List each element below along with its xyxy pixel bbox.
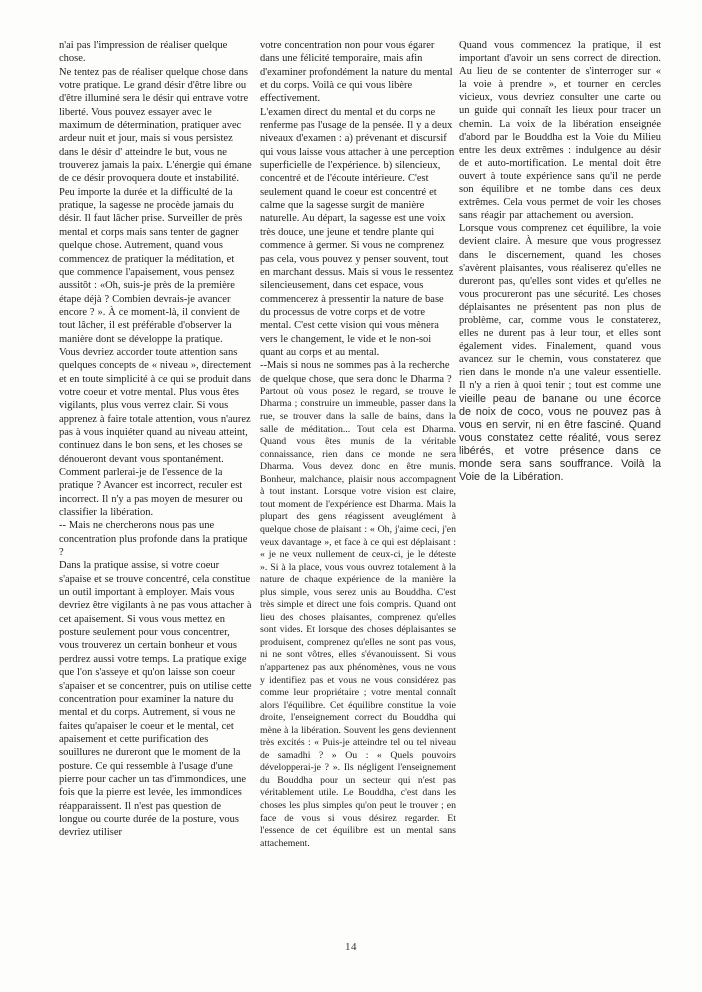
text-run-sans: vieille peau de banane ou une écorce de noix de coco, vous ne pouvez pas à vous en servir, ni en être fasciné. Quand vous constatez cette réalité, vous serez libérés, et votre présence dans ce monde sera sans souffrance. Voilà la Voie de la Libération. — [459, 392, 661, 484]
paragraph: --Mais si nous ne sommes pas à la recherche de quelque chose, que sera donc le Dharma ? — [260, 360, 452, 385]
page-number: 14 — [345, 941, 357, 953]
paragraph: votre concentration non pour vous égarer dans une félicité temporaire, mais afin d'examiner profondément la nature du mental et du corps. Voilà ce qui vous libère effectivement. — [260, 40, 453, 105]
paragraph: Dans la pratique assise, si votre coeur s'apaise et se trouve concentré, cela constitue un outil important à employer. Mais vous devriez être vigilants à ne pas vous attacher à cet apaisement. Si vous vous mettez en posture seulement pour vous concentrer, vous trouverez un certain bonheur et vous perdrez aussi votre temps. La pratique exige que l'on s'asseye et qu'on laisse son coeur s'apaiser et se concentrer, puis on utilise cette concentration pour examiner la nature du mental et du corps. Autrement, si vous ne faites qu'apaiser le coeur et le mental, cet apaisement et cette purification des souillures ne dureront que le moment de la posture. Ce qui ressemble à l'usage d'une pierre pour cacher un tas d'immondices, une fois que la pierre est levée, les immondices réapparaissent. Il n'est pas question de longue ou courte durée de la posture, vous devriez utiliser — [59, 560, 252, 839]
paragraph: Quand vous commencez la pratique, il est important d'avoir un sens correct de direction. Au lieu de se contenter de s'interroger sur « la voie à prendre », et tourner en cercles vicieux, vous devriez consulter une carte ou un guide qui connaît les lieux pour tracer un chemin. La voix de la libération enseignée d'abord par le Bouddha est la Voie du Milieu entre les deux extrêmes : indulgence au désir de et auto-mortification. Le mental doit être ouvert à toute expérience sans qu'il ne perde son équilibre et ne tombe dans ces deux extrêmes. Cela vous permet de voir les choses sans réagir par attachement ou aversion. — [459, 40, 662, 222]
text-run-serif: Lorsque vous comprenez cet équilibre, la voie devient claire. À mesure que vous progressez dans le discernement, quand les choses s'avèrent plaisantes, vous réaliserez qu'elles ne dureront pas, qu'elles sont vides et qu'elles ne vous procureront pas une sécurité. Les choses déplaisantes ne présentent pas non plus de problème, car, comme vous le constaterez, elles ne durent pas à leur tour, et elles sont également vides. Finalement, quand vous avancez sur le chemin, vous constaterez que rien dans le monde n'a une valeur essentielle. Il n'y a rien à quoi tenir ; tout est comme une — [459, 223, 661, 392]
paragraph: -- Mais ne chercherons nous pas une concentration plus profonde dans la pratique ? — [59, 520, 248, 559]
paragraph: Vous devriez accorder toute attention sans quelques concepts de « niveau », directement et en toute simplicité à ce qui se produit dans votre coeur et votre mental. Plus vous êtes vigilants, plus vous verrez clair. Si vous apprenez à faire totale attention, vous n'aurez pas à vous inquiéter quand au niveau atteint, continuez dans le bon sens, et les choses se dénoueront devant vous spontanément. Comment parlerai-je de l'essence de la pratique ? Avancer est incorrect, reculer est incorrect. Il n'y a pas moyen de mesurer ou classifier la libération. — [59, 346, 252, 519]
paragraph: n'ai pas l'impression de réaliser quelque chose. — [59, 40, 228, 65]
paragraph — [459, 222, 661, 484]
text-column-middle — [260, 39, 456, 850]
paragraph: L'examen direct du mental et du corps ne renferme pas l'usage de la pensée. Il y a deux niveaux d'examen : a) prévenant et discursif qui vous laisse vous attacher à une perception superficielle de l'expérience. b) silencieux, concentré et de l'écoute intérieure. C'est seulement quand le coeur est concentré et calme que la sagesse surgit de manière naturelle. Au départ, la sagesse est une voix très douce, une jeune et tendre plante qui commence à germer. Si vous ne comprenez pas cela, vous pouvez y penser souvent, tout en marchant dessus. Mais si vous le ressentez silencieusement, dans cet espace, vous commencerez à pressentir la nature de base du processus de votre corps et de votre mental. C'est cette vision qui vous mènera vers le changement, le vide et le non-soi quant au corps et au mental. — [260, 106, 455, 358]
paragraph: Partout où vous posez le regard, se trouve le Dharma ; construire un immeuble, passer dans la rue, se trouver dans la salle de bains, dans la salle de méditation... Tout cela est Dharma. Quand vous êtes munis de la véritable connaissance, rien dans ce monde ne sera Dharma. Vous devez donc en être munis. Bonheur, malchance, plaisir nous accompagnent à tout instant. Lorsque votre vision est claire, tout moment de l'expérience est Dharma. Mais la plupart des gens réagissent aveuglément à quelque chose de plaisant : « Oh, j'aime ceci, j'en veux davantage », et face à ce qui est déplaisant : « je ne veux nullement de ceux-ci, je le déteste ». Si à la place, vous vous ouvrez totalement à la nature de chaque expérience de la manière la plus simple, vous serez unis au Bouddha. C'est très simple et direct une fois compris. Quand ont lieu des choses plaisantes, comprenez qu'elles sont vides. Et lorsque des choses déplaisantes se produisent, comprenez qu'elles ne sont pas vous, ni ne sont vôtres, elles s'évanouissent. Si vous n'appartenez pas aux phénomènes, vous ne vous y identifiez pas et vous ne vous considérez pas comme leur propriétaire ; votre mental connaît alors l'équilibre. Cet équilibre constitue la voie droite, l'enseignement correct du Bouddha qui mène à la libération. Souvent les gens deviennent très excités : « Puis-je atteindre tel ou tel niveau de samadhi ? » Ou : « Quels pouvoirs développerai-je ? ». Ils négligent l'enseignement du Bouddha pour un secteur qui n'est pas véritablement utile. Le Bouddha, c'est dans les choses les plus simples qu'on peut le trouver ; en face de vous si vous désirez regarder. Et l'essence de cet équilibre est un mental sans attachement. — [260, 385, 456, 849]
text-column-right — [459, 39, 661, 484]
text-column-left — [59, 39, 252, 840]
paragraph: Ne tentez pas de réaliser quelque chose dans votre pratique. Le grand désir d'être libre ou d'être illuminé sera le désir qui entrave votre liberté. Vous pouvez essayer avec le maximum de détermination, pratiquer avec ardeur nuit et jour, mais si vous persistez dans le désir d' atteindre le but, vous ne trouverez jamais la paix. L'énergie qui émane de ce désir provoquera doute et instabilité. Peu importe la durée et la difficulté de la pratique, la sagesse ne procède jamais du désir. Il faut lâcher prise. Surveiller de près mental et corps mais sans tenter de gagner quelque chose. Autrement, quand vous commencez de pratiquer la méditation, et que commence l'apaisement, vous pensez aussitôt : «Oh, suis-je près de la première étape déjà ? Combien devrais-je avancer encore ? ». À ce moment-là, il convient de tout lâcher, il est préférable d'observer la manière dont se développe la pratique. — [59, 66, 252, 345]
